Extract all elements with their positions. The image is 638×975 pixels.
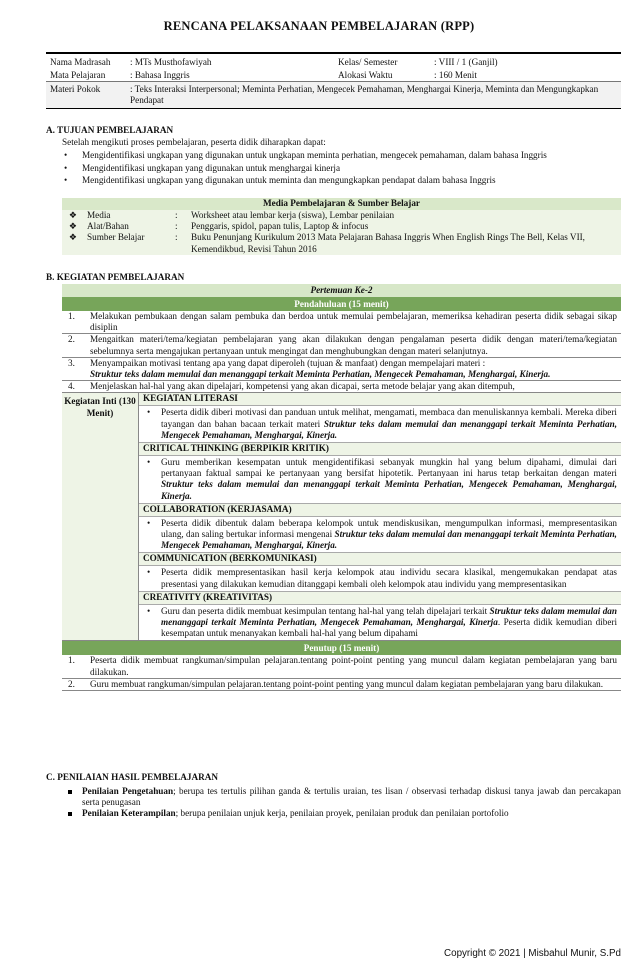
media-label: Media <box>84 210 172 221</box>
row-text: Guru membuat rangkuman/simpulan pelajaran.tentang point-point penting yang muncul dalam kegiatan pembelajaran yang baru dilakukan. <box>90 678 604 689</box>
table-row <box>62 655 621 678</box>
copyright-footer: Copyright © 2021 | Misbahul Munir, S.Pd <box>444 948 621 959</box>
creativity-text <box>139 605 621 641</box>
emphasis: Struktur teks dalam memulai dan menanggapi terkait Meminta Perhatian, Mengecek Pemahaman, Menghargai, Kinerja <box>161 605 617 628</box>
collaboration-text <box>139 517 621 554</box>
diamond-icon: ❖ <box>62 210 84 221</box>
critical-thinking-text <box>139 456 621 504</box>
table-row <box>62 358 621 381</box>
waktu-value: : 160 Menit <box>434 69 477 80</box>
waktu-label: Alokasi Waktu <box>338 69 393 80</box>
materi-row <box>46 81 621 109</box>
table-row <box>62 381 621 393</box>
media-header: Media Pembelajaran & Sumber Belajar <box>62 198 621 210</box>
nama-value: : MTs Musthofawiyah <box>130 57 212 67</box>
list-item <box>62 786 621 808</box>
media-value: Buku Penunjang Kurikulum 2013 Mata Pelajaran Bahasa Inggris When English Rings The Bell, Kelas VII, Kemendikbud, Revisi Tahun 2016 <box>188 232 621 254</box>
objective-list <box>60 150 547 188</box>
table-row: ❖ Media : Worksheet atau lembar kerja (siswa), Lembar penilaian <box>62 210 621 221</box>
inti-section <box>62 393 621 641</box>
materi-label: Materi Pokok <box>50 84 101 94</box>
media-table <box>62 198 621 255</box>
media-label: Sumber Belajar <box>84 232 172 254</box>
row-text: Menjelaskan hal-hal yang akan dipelajari, kompetensi yang akan dicapai, serta metode belajar yang akan ditempuh, <box>90 381 515 392</box>
text: . Peserta didik kemudian diberi kesempatan untuk menanyakan kembali hal-hal yang belum dipahami <box>161 617 618 639</box>
text: Peserta didik diberi motivasi dan panduan untuk melihat, mengamati, membaca dan menuliskannya kembali. Mereka diberi tayangan dan bahan bacaan terkait materi <box>161 407 617 429</box>
media-value: Penggaris, spidol, papan tulis, Laptop & infocus <box>188 221 621 232</box>
meeting-label: Pertemuan Ke-2 <box>62 284 621 297</box>
kelas-value: : VIII / 1 (Ganjil) <box>434 57 498 67</box>
penutup-header: Penutup (15 menit) <box>62 641 621 655</box>
critical-thinking-heading: CRITICAL THINKING (BERPIKIR KRITIK) <box>139 443 621 456</box>
identity-row <box>46 69 621 82</box>
mapel-label: Mata Pelajaran <box>50 69 106 80</box>
kelas-label: Kelas/ Semester <box>338 57 398 67</box>
assessment-text: ; berupa tes tertulis pilihan ganda & tertulis uraian, tes lisan / observasi terhadap diskusi tanya jawab dan percakapan serta penugasan <box>82 786 621 808</box>
assessment-label: Penilaian Keterampilan <box>82 808 176 819</box>
row-number: 2. <box>68 678 75 689</box>
row-text <box>90 358 621 380</box>
row-number: 4. <box>68 381 75 392</box>
communication-heading: COMMUNICATION (BERKOMUNIKASI) <box>139 553 621 566</box>
literasi-heading: KEGIATAN LITERASI <box>139 393 621 406</box>
text: Guru dan peserta didik membuat kesimpulan tentang hal-hal yang telah dipelajari terkait <box>161 605 490 616</box>
table-row: ❖ Sumber Belajar : Buku Penunjang Kurikulum 2013 Mata Pelajaran Bahasa Inggris When English Rings The Bell, Kelas VII, Kemendikbud, Revisi Tahun 2016 <box>62 232 621 254</box>
row-number: 3. <box>68 357 75 368</box>
media-value: Worksheet atau lembar kerja (siswa), Lembar penilaian <box>188 210 621 221</box>
assessment-list <box>62 786 621 820</box>
text: Guru memberikan kesempatan untuk mengidentifikasi sebanyak mungkin hal yang belum dipahami, dimulai dari pertanyaan faktual sampai ke pertanyaan yang bersifat hipotetik. Pertanyaan ini harus tetap berkaitan dengan materi <box>161 457 617 479</box>
identity-table <box>46 52 621 109</box>
assessment-label: Penilaian Pengetahuan <box>82 786 174 796</box>
section-c-heading: C. PENILAIAN HASIL PEMBELAJARAN <box>46 772 219 782</box>
row-text-main: Menyampaikan motivasi tentang apa yang dapat diperoleh (tujuan & manfaat) dengan mempelajari materi : <box>90 357 486 368</box>
row-text-emphasis: Struktur teks dalam memulai dan menanggapi terkait Meminta Perhatian, Mengecek Pemahaman, Menghargai, Kinerja. <box>90 369 551 380</box>
section-a-intro: Setelah mengikuti proses pembelajaran, peserta didik diharapkan dapat: <box>62 137 326 147</box>
row-number: 1. <box>68 311 75 321</box>
activities-table <box>62 284 621 691</box>
row-text: Mengaitkan materi/tema/kegiatan pembelajaran yang akan dilakukan dengan pengalaman peserta didik dengan materi/tema/kegiatan sebelumnya serta mengajukan pertanyaan untuk mengingat dan menghubungkan dengan materi selanjutnya. <box>90 334 617 356</box>
diamond-icon: ❖ <box>62 221 84 232</box>
materi-value: : Teks Interaksi Interpersonal; Meminta Perhatian, Mengecek Pemahaman, Menghargai Kinerja, Meminta dan Mengungkapkan Pendapat <box>130 84 599 106</box>
divider <box>46 52 621 54</box>
creativity-heading: CREATIVITY (KREATIVITAS) <box>139 592 621 605</box>
mapel-value: : Bahasa Inggris <box>130 69 190 80</box>
list-item: • Mengidentifikasi ungkapan yang digunakan untuk ungkapan meminta perhatian, mengecek pemahaman, dalam bahasa Inggris <box>60 150 547 163</box>
assessment-text: ; berupa penilaian unjuk kerja, penilaian proyek, penilaian produk dan penilaian portofolio <box>175 808 509 819</box>
inti-label: Kegiatan Inti (130 Menit) <box>62 393 139 640</box>
list-item: • Mengidentifikasi ungkapan yang digunakan untuk menghargai kinerja <box>60 163 547 176</box>
row-text: Peserta didik membuat rangkuman/simpulan pelajaran.tentang point-point penting yang muncul dalam kegiatan pembelajaran yang baru dilakukan. <box>90 655 617 677</box>
row-text: Melakukan pembukaan dengan salam pembuka dan berdoa untuk memulai pembelajaran, memeriksa kehadiran peserta didik sebagai sikap disiplin <box>90 311 617 333</box>
communication-text <box>139 566 621 591</box>
text: Peserta didik mempresentasikan hasil kerja kelompok atau individu secara klasikal, mengemukakan pendapat atas presentasi yang dilakukan kemudian ditanggapi kembali oleh kelompok atau individu yang mempresentasikan <box>161 567 617 589</box>
row-number: 2. <box>68 334 75 345</box>
nama-label: Nama Madrasah <box>50 57 111 67</box>
document-title: RENCANA PELAKSANAAN PEMBELAJARAN (RPP) <box>163 19 475 33</box>
identity-row <box>46 56 621 69</box>
pendahuluan-header: Pendahuluan (15 menit) <box>62 297 621 311</box>
collaboration-heading: COLLABORATION (KERJASAMA) <box>139 504 621 517</box>
table-row: ❖ Alat/Bahan : Penggaris, spidol, papan tulis, Laptop & infocus <box>62 221 621 232</box>
section-b-heading: B. KEGIATAN PEMBELAJARAN <box>46 272 185 282</box>
inti-content <box>139 393 621 640</box>
emphasis: Struktur teks dalam memulai dan menanggapi terkait Meminta Perhatian, Mengecek Pemahaman, Menghargai, Kinerja. <box>161 479 617 501</box>
list-item: • Mengidentifikasi ungkapan yang digunakan untuk meminta dan mengungkapkan pendapat dalam bahasa Inggris <box>60 175 547 188</box>
media-label: Alat/Bahan <box>84 221 172 232</box>
text: Peserta didik dibentuk dalam beberapa kelompok untuk mendiskusikan, mengumpulkan informasi, mempresentasikan ulang, dan saling bertukar informasi mengenai <box>161 517 617 540</box>
table-row <box>62 311 621 334</box>
emphasis: Struktur teks dalam memulai dan menanggapi terkait Meminta Perhatian, Mengecek Pemahaman, Menghargai, Kinerja. <box>161 529 617 551</box>
row-number: 1. <box>68 655 75 666</box>
list-item <box>62 808 621 819</box>
emphasis: Struktur teks dalam memulai dan menanggapi terkait Meminta Perhatian, Mengecek Pemahaman, Menghargai, Kinerja. <box>161 418 617 440</box>
section-a-heading: A. TUJUAN PEMBELAJARAN <box>46 125 174 135</box>
table-row <box>62 334 621 357</box>
table-row <box>62 679 621 691</box>
diamond-icon: ❖ <box>62 232 84 254</box>
literasi-text <box>139 406 621 443</box>
